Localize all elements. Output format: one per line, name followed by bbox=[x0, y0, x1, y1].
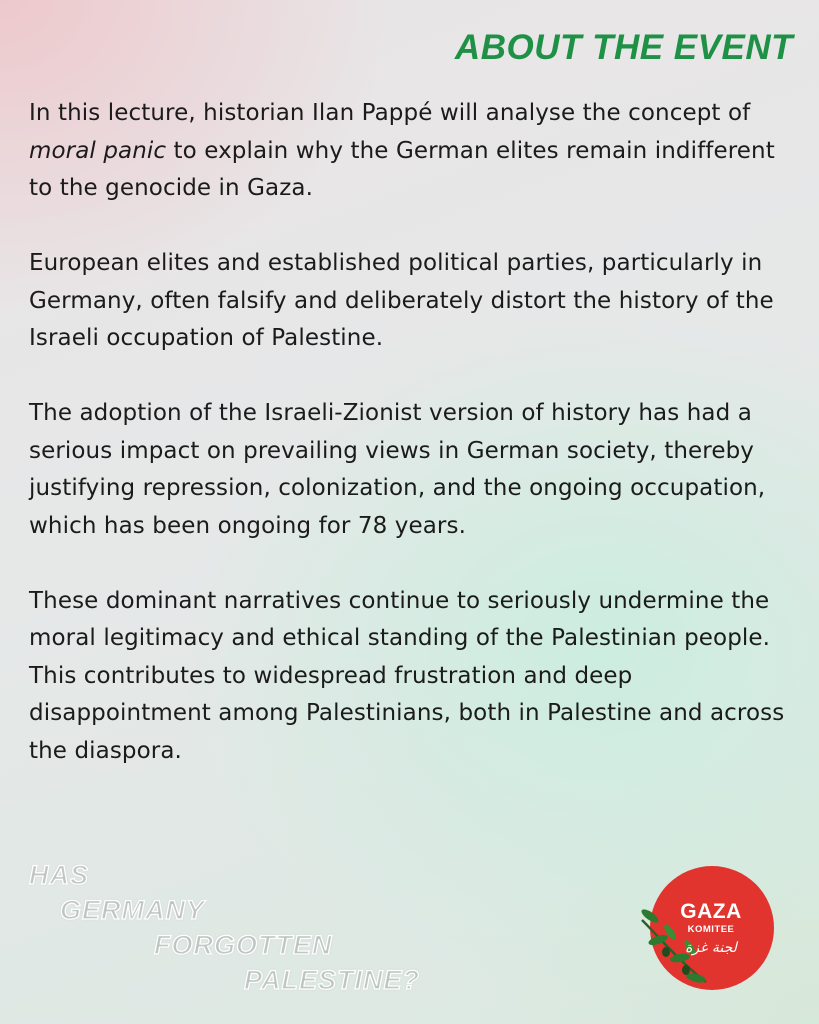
tagline-word-palestine: PALESTINE? bbox=[244, 965, 421, 995]
event-description bbox=[29, 95, 799, 770]
tagline-word-germany: GERMANY bbox=[60, 895, 206, 925]
paragraph-3: The adoption of the Israeli-Zionist version of history has had a serious impact on prevailing views in German society, thereby justifying repression, colonization, and the ongoing occupation, which has been ongoing for 78 years. bbox=[29, 400, 766, 539]
paragraph-4: These dominant narratives continue to seriously undermine the moral legitimacy and ethical standing of the Palestinian people. This contributes to widespread frustration and deep disappointment among Palestinians, both in Palestine and across the diaspora. bbox=[29, 587, 785, 764]
tagline-word-has: HAS bbox=[29, 860, 90, 890]
paragraph-1-rest: to explain why the German elites remain indifferent to the genocide in Gaza. bbox=[29, 137, 775, 201]
logo-arabic-text: لجنة غزة bbox=[685, 940, 737, 956]
paragraph-2: European elites and established political parties, particularly in Germany, often falsify and deliberately distort the history of the Israeli occupation of Palestine. bbox=[29, 250, 774, 351]
logo-subtitle: KOMITEE bbox=[687, 924, 735, 935]
gaza-komitee-logo bbox=[640, 860, 800, 1000]
tagline-word-forgotten: FORGOTTEN bbox=[154, 930, 333, 960]
section-heading: ABOUT THE EVENT bbox=[454, 28, 793, 67]
paragraph-1-intro: In this lecture, historian Ilan Pappé will analyse the concept of bbox=[29, 100, 751, 126]
logo-title: GAZA bbox=[680, 900, 742, 923]
paragraph-1 bbox=[29, 95, 799, 208]
emphasis-moral-panic: moral panic bbox=[29, 137, 167, 164]
